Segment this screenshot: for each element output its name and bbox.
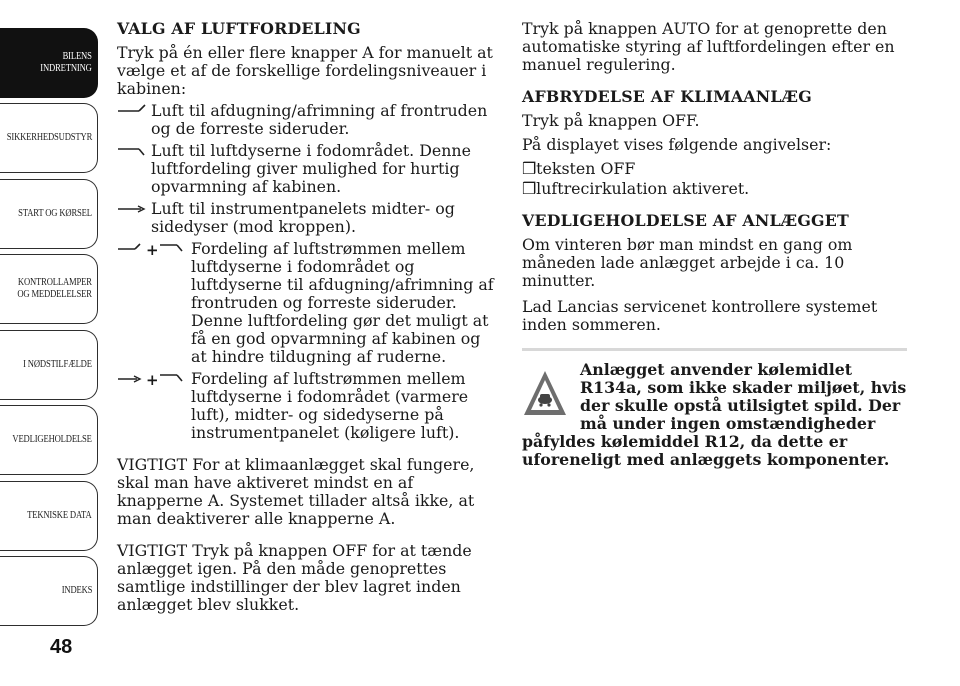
tab-i-nodstilfaelde[interactable]: I NØDSTILFÆLDE [0, 330, 98, 400]
floor-air-icon [117, 142, 151, 160]
list-item: Luft til instrumentpanelets midter- og sidedyser (mod kroppen). [117, 200, 497, 236]
section-heading-luftfordeling: VALG AF LUFTFORDELING [117, 19, 361, 38]
divider [522, 348, 907, 351]
note-vigtigt-1: VIGTIGT For at klimaanlægget skal fungere, skal man have aktiveret mindst en af knapperne A. Systemet tillader altså ikke, at man deaktiverer alle knapperne A. [117, 455, 475, 528]
windshield-air-icon [117, 102, 151, 120]
list-item: Luft til afdugning/afrimning af frontruden og de forreste sideruder. [117, 102, 497, 138]
plus-sign: + [146, 241, 159, 259]
plus-sign: + [146, 371, 159, 389]
tab-bilens-indretning[interactable]: BILENS INDRETNING [0, 28, 98, 98]
auto-text: Tryk på knappen AUTO for at genoprette den automatiske styring af luftfordelingen efter en manuel regulering. [522, 19, 895, 74]
checkbox-bullet-icon: ❒ [522, 159, 537, 178]
page-number: 48 [50, 636, 73, 658]
maintenance-text-2: Lad Lancias servicenet kontrollere systemet inden sommeren. [522, 297, 878, 334]
tab-kontrollamper[interactable]: KONTROLLAMPER OG MEDDELELSER [0, 254, 98, 324]
maintenance-text-1: Om vinteren bør man mindst en gang om måneden lade anlægget arbejde i ca. 10 minutter. [522, 235, 853, 290]
environment-warning-icon [522, 367, 568, 421]
display-text: På displayet vises følgende angivelser: [522, 135, 832, 154]
intro-text: Tryk på én eller flere knapper A for manuelt at vælge et af de forskellige fordelingsniveauer i kabinen: [117, 43, 493, 98]
dash-air-icon [117, 200, 151, 218]
tab-start-og-korsel[interactable]: START OG KØRSEL [0, 179, 98, 249]
section-heading-vedligeholdelse: VEDLIGEHOLDELSE AF ANLÆGGET [522, 211, 849, 230]
off-text: Tryk på knappen OFF. [522, 111, 700, 130]
right-column [522, 20, 912, 469]
warning-box [522, 361, 912, 469]
warning-text: Anlægget anvender kølemidlet R134a, som ikke skader miljøet, hvis der skulle opstå utilsigtet spild. Der må under ingen omstændigheder påfyldes kølemiddel R12, da dette er uforeneligt med anlæggets komponenter. [522, 360, 907, 469]
left-column [117, 20, 497, 622]
tab-sikkerhedsudstyr[interactable]: SIKKERHEDSUDSTYR [0, 103, 98, 173]
list-item: + Fordeling af luftstrømmen mellem luftdyserne i fodområdet (varmere luft), midter- og sidedyserne på instrumentpanelet (køligere luft). [117, 370, 497, 442]
tab-tekniske-data[interactable]: TEKNISKE DATA [0, 481, 98, 551]
list-item: + Fordeling af luftstrømmen mellem luftdyserne i fodområdet og luftdyserne til afdugning/afrimning af frontruden og forreste sideruder. Denne luftfordeling gør det muligt at få en god opvarmning af kabinen og at hindre tildugning af ruderne. [117, 240, 497, 366]
windshield-floor-air-icon [117, 240, 191, 258]
list-item: ❒ teksten OFF [522, 159, 636, 178]
list-item: ❒ luftrecirkulation aktiveret. [522, 179, 750, 198]
list-item: Luft til luftdyserne i fodområdet. Denne luftfordeling giver mulighed for hurtig opvarmning af kabinen. [117, 142, 497, 196]
tab-indeks[interactable]: INDEKS [0, 556, 98, 626]
checkbox-bullet-icon: ❒ [522, 179, 537, 198]
note-vigtigt-2: VIGTIGT Tryk på knappen OFF for at tænde anlægget igen. På den måde genoprettes samtlige indstillinger der blev lagret inden anlægget blev slukket. [117, 541, 472, 614]
dash-floor-air-icon [117, 370, 191, 388]
section-heading-afbrydelse: AFBRYDELSE AF KLIMAANLÆG [522, 87, 812, 106]
tab-vedligeholdelse[interactable]: VEDLIGEHOLDELSE [0, 405, 98, 475]
